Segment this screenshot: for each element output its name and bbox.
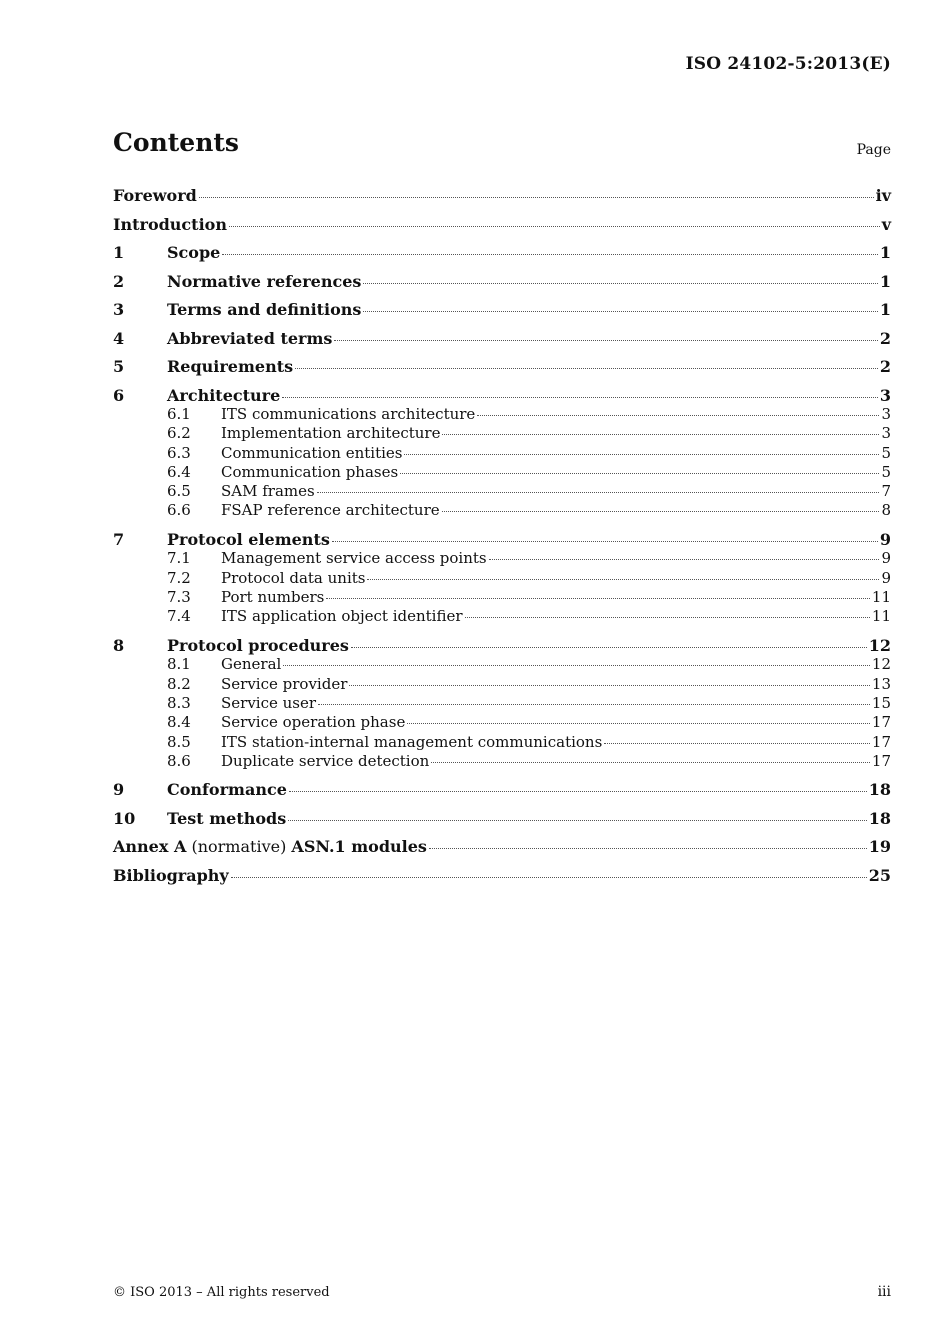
toc-entry-page: 5: [881, 443, 891, 462]
toc-entry[interactable]: [113, 405, 891, 424]
toc-entry-title: [113, 837, 427, 856]
toc-entry-page: 11: [871, 607, 891, 626]
toc-entry-annex-title: ASN.1 modules: [291, 837, 427, 857]
toc-entry-title-text: Terms and definitions: [167, 300, 362, 319]
toc-entry-title-text: Normative references: [167, 271, 362, 291]
toc-entry-title-text: Service operation phase: [221, 713, 406, 732]
toc-entry[interactable]: [113, 444, 891, 463]
document-id: ISO 24102-5:2013(E): [685, 54, 891, 74]
dot-leader: [295, 368, 878, 369]
toc-entry-number: 8: [113, 635, 125, 655]
toc-entry-number: 8.2: [167, 674, 191, 693]
toc-entry-page: 7: [881, 482, 891, 501]
toc-entry-title: [221, 607, 463, 625]
toc-entry-page: 19: [868, 837, 891, 857]
toc-entry-title: [221, 655, 281, 673]
toc-entry-title: [167, 809, 286, 828]
toc-entry[interactable]: [113, 186, 891, 215]
toc-entry-title-text: Port numbers: [221, 588, 325, 607]
toc-entry-title: [167, 386, 280, 405]
toc-entry-page: 2: [879, 328, 891, 348]
toc-entry-title: [221, 675, 347, 693]
toc-entry-title: [221, 405, 475, 423]
toc-entry-page: 1: [879, 243, 891, 262]
dot-leader: [289, 791, 867, 792]
toc-entry-number: 3: [113, 300, 125, 319]
toc-entry-title-text: ITS communications architecture: [221, 405, 476, 423]
toc-entry-number: 8.3: [167, 693, 191, 712]
toc-entry-number: 5: [113, 357, 125, 376]
toc-entry-title: [221, 482, 315, 500]
toc-entry-page: 9: [879, 529, 891, 549]
toc-entry[interactable]: [113, 243, 891, 272]
toc-entry-title-text: Annex A: [113, 837, 187, 857]
toc-entry-title: [167, 636, 349, 655]
toc-entry-title: [167, 272, 361, 291]
toc-entry-page: 25: [868, 865, 891, 885]
toc-entry-title-text: Communication entities: [221, 443, 403, 462]
toc-entry[interactable]: [113, 733, 891, 752]
toc-entry-page: 12: [871, 655, 891, 674]
toc-entry-number: 6.2: [167, 424, 191, 443]
toc-entry-title-text: Service user: [221, 693, 317, 712]
table-of-contents: [113, 186, 891, 894]
dot-leader: [400, 473, 879, 474]
toc-entry[interactable]: [113, 752, 891, 781]
toc-entry-number: 4: [113, 328, 125, 348]
dot-leader: [363, 311, 877, 312]
dot-leader: [231, 877, 867, 878]
toc-entry-page: 11: [871, 588, 891, 607]
toc-entry[interactable]: [113, 694, 891, 713]
toc-entry-number: 6.4: [167, 462, 191, 481]
dot-leader: [489, 559, 880, 560]
dot-leader: [349, 685, 870, 686]
toc-entry-title: [221, 549, 487, 567]
toc-entry[interactable]: [113, 424, 891, 443]
toc-entry-page: 3: [881, 424, 891, 443]
dot-leader: [318, 704, 870, 705]
dot-leader: [229, 226, 880, 227]
toc-entry-title: [221, 588, 324, 606]
toc-entry[interactable]: [113, 357, 891, 386]
toc-entry-page: 15: [871, 693, 891, 712]
toc-entry-page: 9: [881, 568, 891, 587]
dot-leader: [367, 579, 879, 580]
toc-entry-title-text: Scope: [167, 243, 221, 262]
toc-entry-title: [221, 733, 602, 751]
dot-leader: [283, 665, 870, 666]
contents-header: [113, 128, 891, 164]
toc-entry[interactable]: [113, 780, 891, 809]
toc-entry-page: 17: [871, 713, 891, 732]
dot-leader: [431, 762, 870, 763]
toc-entry-page: 17: [871, 751, 891, 770]
toc-entry-number: 7: [113, 529, 125, 549]
toc-entry-number: 8.5: [167, 732, 191, 751]
toc-entry-title-text: SAM frames: [221, 482, 315, 501]
toc-entry-title: [167, 300, 361, 319]
toc-entry[interactable]: [113, 386, 891, 406]
toc-entry-number: 10: [113, 808, 136, 828]
toc-entry-title-text: Introduction: [113, 214, 227, 234]
toc-entry[interactable]: [113, 675, 891, 694]
toc-entry-number: 6.5: [167, 482, 191, 501]
toc-entry-page: 5: [881, 462, 891, 481]
toc-entry-title-text: Protocol elements: [167, 529, 330, 549]
toc-entry-title-text: ITS station-internal management communications: [221, 732, 603, 751]
toc-entry-title-text: Protocol data units: [221, 568, 366, 587]
dot-leader: [334, 340, 877, 341]
toc-entry[interactable]: [113, 329, 891, 358]
toc-entry-title-text: Test methods: [167, 808, 287, 828]
toc-entry[interactable]: [113, 482, 891, 501]
toc-entry-title: [113, 215, 227, 234]
toc-entry-number: 7.2: [167, 568, 191, 587]
toc-entry-page: 2: [879, 357, 891, 376]
toc-entry-title-text: Abbreviated terms: [167, 328, 333, 348]
toc-entry-number: 7.1: [167, 549, 191, 568]
toc-entry-title-text: General: [221, 655, 282, 674]
toc-entry-title-text: Conformance: [167, 780, 287, 800]
toc-entry[interactable]: [113, 501, 891, 530]
toc-entry[interactable]: [113, 463, 891, 482]
dot-leader: [465, 617, 870, 618]
toc-entry-number: 8.6: [167, 751, 191, 770]
toc-entry-page: 8: [881, 501, 891, 520]
toc-entry-number: 8.1: [167, 655, 191, 674]
toc-entry[interactable]: [113, 530, 891, 550]
toc-entry-title-text: ITS application object identifier: [221, 607, 463, 626]
toc-entry[interactable]: [113, 588, 891, 607]
toc-entry[interactable]: [113, 607, 891, 636]
toc-entry-page: 9: [881, 549, 891, 568]
toc-entry-title: [221, 569, 365, 587]
toc-entry-number: 1: [113, 243, 125, 262]
toc-entry-title: [221, 752, 429, 770]
copyright-notice: © ISO 2013 – All rights reserved: [113, 1285, 330, 1300]
toc-entry-number: 6.1: [167, 405, 191, 423]
dot-leader: [442, 511, 880, 512]
toc-entry-annex-type: (normative): [186, 837, 292, 857]
dot-leader: [317, 492, 880, 493]
toc-entry-title-text: Communication phases: [221, 462, 399, 481]
toc-entry-title: [113, 186, 197, 205]
toc-entry-title-text: Requirements: [167, 357, 294, 376]
toc-entry[interactable]: [113, 569, 891, 588]
toc-entry[interactable]: [113, 272, 891, 301]
toc-entry-title: [167, 780, 287, 799]
toc-entry-title: [113, 866, 229, 885]
toc-entry-page: 1: [879, 300, 891, 319]
toc-entry-title: [221, 501, 440, 519]
toc-entry-title-text: FSAP reference architecture: [221, 501, 440, 520]
toc-entry[interactable]: [113, 866, 891, 895]
toc-entry-page: v: [881, 214, 891, 234]
toc-entry-title-text: Service provider: [221, 674, 348, 693]
toc-entry-title-text: Duplicate service detection: [221, 751, 430, 770]
toc-entry-title: [221, 713, 405, 731]
toc-entry-number: 9: [113, 780, 125, 800]
toc-entry-number: 6.3: [167, 443, 191, 462]
toc-entry-page: 18: [868, 808, 891, 828]
toc-entry[interactable]: [113, 636, 891, 656]
toc-entry-page: iv: [875, 186, 891, 205]
toc-entry-page: 18: [868, 780, 891, 800]
toc-entry[interactable]: [113, 300, 891, 329]
toc-entry-title: [221, 424, 440, 442]
toc-entry[interactable]: [113, 713, 891, 732]
toc-entry-page: 12: [868, 635, 891, 655]
toc-entry[interactable]: [113, 837, 891, 866]
toc-entry-title: [167, 329, 332, 348]
toc-entry-page: 13: [871, 674, 891, 693]
toc-entry-title: [221, 444, 402, 462]
page-number: iii: [877, 1284, 891, 1300]
toc-entry-title: [221, 463, 398, 481]
toc-entry-number: 2: [113, 271, 125, 291]
dot-leader: [282, 397, 878, 398]
toc-entry-number: 8.4: [167, 713, 191, 732]
dot-leader: [407, 723, 870, 724]
toc-entry-number: 6: [113, 385, 125, 405]
toc-entry-title: [167, 243, 220, 262]
dot-leader: [429, 848, 867, 849]
toc-entry-title: [221, 694, 316, 712]
toc-entry-number: 6.6: [167, 501, 191, 520]
toc-entry[interactable]: [113, 655, 891, 674]
dot-leader: [404, 454, 879, 455]
toc-entry-title-text: Architecture: [167, 385, 281, 405]
toc-entry[interactable]: [113, 215, 891, 244]
toc-entry-page: 3: [879, 385, 891, 405]
toc-entry[interactable]: [113, 549, 891, 568]
dot-leader: [288, 820, 867, 821]
toc-entry-page: 3: [881, 405, 891, 423]
toc-entry-page: 17: [871, 732, 891, 751]
dot-leader: [199, 197, 874, 198]
toc-entry-title-text: Foreword: [113, 186, 197, 205]
toc-entry-title: [167, 357, 293, 376]
toc-entry-title-text: Bibliography: [113, 865, 229, 885]
toc-entry-number: 7.4: [167, 607, 191, 626]
dot-leader: [326, 598, 870, 599]
dot-leader: [604, 743, 870, 744]
toc-entry-title-text: Protocol procedures: [167, 635, 349, 655]
toc-entry-number: 7.3: [167, 588, 191, 607]
toc-entry-title-text: Management service access points: [221, 549, 487, 568]
dot-leader: [332, 541, 878, 542]
dot-leader: [222, 254, 878, 255]
dot-leader: [363, 283, 877, 284]
toc-entry-title-text: Implementation architecture: [221, 424, 441, 443]
dot-leader: [477, 415, 879, 416]
page-column-label: Page: [856, 142, 891, 158]
toc-entry-title: [167, 530, 330, 549]
contents-title: Contents: [113, 128, 240, 157]
dot-leader: [351, 647, 867, 648]
dot-leader: [442, 434, 879, 435]
toc-entry-page: 1: [879, 271, 891, 291]
toc-entry[interactable]: [113, 809, 891, 838]
